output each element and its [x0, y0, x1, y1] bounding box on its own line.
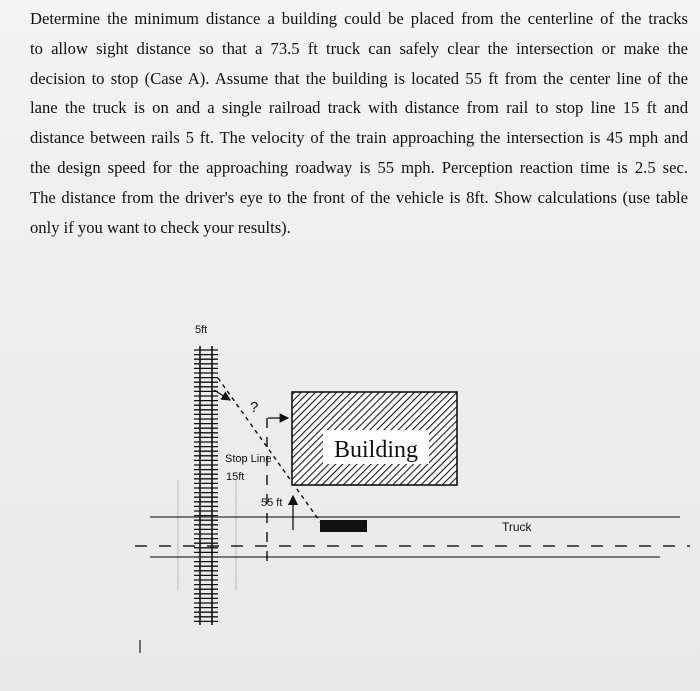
problem-line: the design speed for the approaching roadway is 55 mph. Perception reaction time is 2.5 sec.	[30, 157, 688, 177]
problem-line: Determine the minimum distance a building could be placed from the centerline of the tracks	[30, 9, 688, 28]
problem-line: lane the truck is on and a single railroad track with distance from rail to stop line 15 ft and	[30, 98, 688, 118]
railroad-track	[194, 346, 218, 625]
problem-line: decision to stop (Case A). Assume that the building is located 55 ft from the center line of the	[30, 68, 688, 88]
truck	[320, 520, 367, 532]
stop-line-label: Stop Line	[225, 453, 272, 465]
problem-line: only if you want to check your results).	[30, 217, 291, 237]
problem-line: distance between rails 5 ft. The velocity of the train approaching the intersection is 45 mph and	[30, 128, 688, 148]
truck-label: Truck	[502, 520, 532, 534]
problem-line: The distance from the driver's eye to the front of the vehicle is 8ft. Show calculations (use table	[30, 187, 688, 207]
problem-line: to allow sight distance so that a 73.5 ft truck can safely clear the intersection or make the	[30, 38, 688, 58]
building-label: Building	[333, 437, 419, 463]
rail-gap-label: 5ft	[195, 324, 208, 336]
building-offset-label: 55 ft	[261, 497, 283, 509]
stop-line-distance-label: 15ft	[226, 471, 245, 483]
unknown-distance-label: ?	[250, 399, 259, 416]
